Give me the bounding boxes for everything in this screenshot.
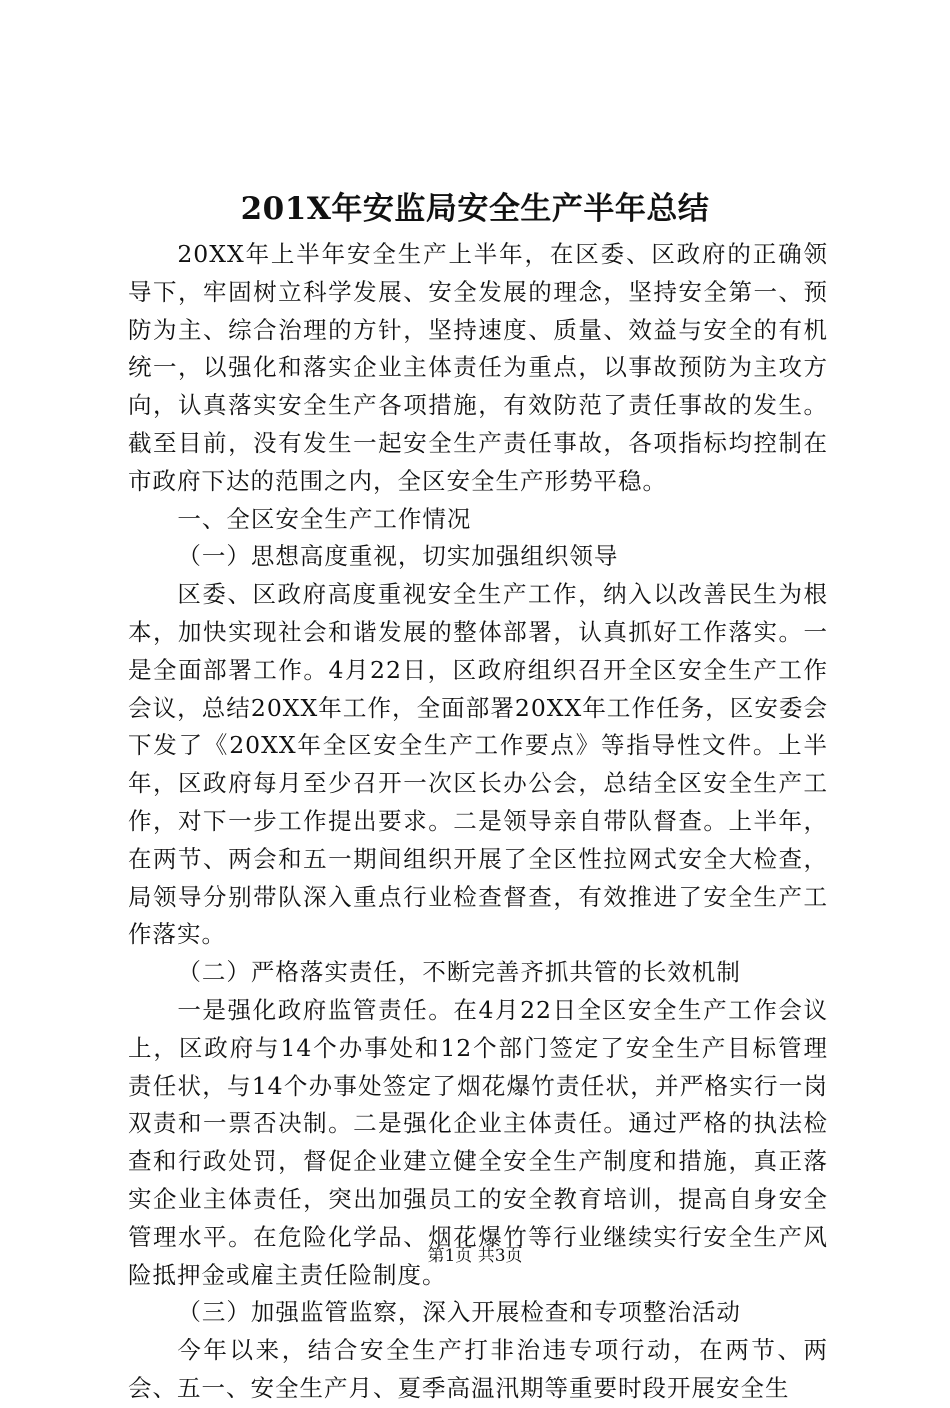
subsection-heading-3: （三）加强监管监察，深入开展检查和专项整治活动 xyxy=(177,1298,741,1327)
paragraph-subsection-1: 区委、区政府高度重视安全生产工作，纳入以改善民生为根本，加快实现社会和谐发展的整体部署，认真抓好工作落实。一是全面部署工作。4月22日，区政府组织召开全区安全生产工作会议，总结20XX年工作，全面部署20XX年工作任务，区安委会下发了《20XX年全区安全生产工作要点》等指导性文件。上半年，区政府每月至少召开一次区长办公会，总结全区安全生产工作，对下一步工作提出要求。二是领导亲自带队督查。上半年，在两节、两会和五一期间组织开展了全区性拉网式安全大检查，局领导分别带队深入重点行业检查督查，有效推进了安全生产工作落实。 xyxy=(128,580,828,949)
paragraph-subsection-3: 今年以来，结合安全生产打非治违专项行动，在两节、两会、五一、安全生产月、夏季高温汛期等重要时段开展安全生 xyxy=(128,1336,828,1402)
document-body xyxy=(128,236,828,1408)
section-heading-1: 一、全区安全生产工作情况 xyxy=(177,504,472,533)
page-footer: 第1页 共3页 xyxy=(427,1246,523,1266)
paragraph-intro: 20XX年上半年安全生产上半年，在区委、区政府的正确领导下，牢固树立科学发展、安全发展的理念，坚持安全第一、预防为主、综合治理的方针，坚持速度、质量、效益与安全的有机统一，以强化和落实企业主体责任为重点，以事故预防为主攻方向，认真落实安全生产各项措施，有效防范了责任事故的发生。截至目前，没有发生一起安全生产责任事故，各项指标均控制在市政府下达的范围之内，全区安全生产形势平稳。 xyxy=(128,240,828,495)
subsection-heading-2: （二）严格落实责任，不断完善齐抓共管的长效机制 xyxy=(177,958,741,987)
document-title: 201X年安监局安全生产半年总结 xyxy=(240,191,710,227)
paragraph-subsection-2: 一是强化政府监管责任。在4月22日全区安全生产工作会议上，区政府与14个办事处和12个部门签定了安全生产目标管理责任状，与14个办事处签定了烟花爆竹责任状，并严格实行一岗双责和一票否决制。二是强化企业主体责任。通过严格的执法检查和行政处罚，督促企业建立健全安全生产制度和措施，真正落实企业主体责任，突出加强员工的安全教育培训，提高自身安全管理水平。在危险化学品、烟花爆竹等行业继续实行安全生产风险抵押金或雇主责任险制度。 xyxy=(128,995,828,1289)
subsection-heading-1: （一）思想高度重视，切实加强组织领导 xyxy=(177,542,619,571)
